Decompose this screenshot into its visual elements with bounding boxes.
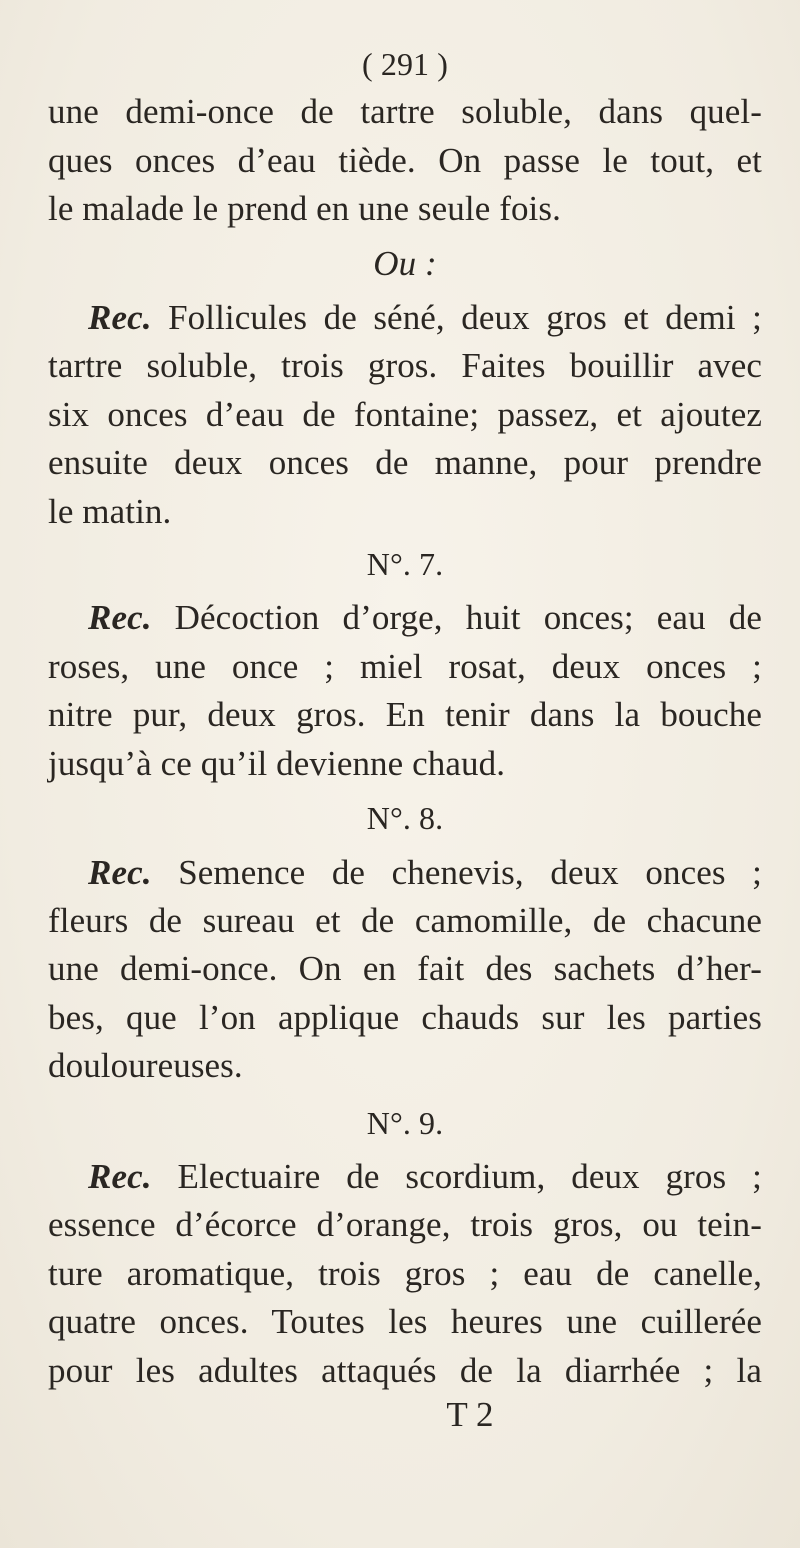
text-line: douloureuses. bbox=[48, 1046, 243, 1086]
text-line: six onces d’eau de fontaine; passez, et ajoutez bbox=[48, 394, 762, 434]
rec-label: Rec. bbox=[88, 1156, 152, 1196]
text-line: essence d’écorce d’orange, trois gros, ou tein- bbox=[48, 1205, 762, 1245]
text-line: le malade le prend en une seule fois. bbox=[48, 189, 561, 229]
text-line: fleurs de sureau et de camomille, de chacune bbox=[48, 900, 762, 940]
text-line: une demi-once. On en fait des sachets d’her- bbox=[48, 949, 762, 989]
rec7-first-line bbox=[48, 594, 762, 642]
text-line: bes, que l’on applique chauds sur les parties bbox=[48, 997, 762, 1037]
rec7-first-text: Décoction d’orge, huit onces; eau de bbox=[174, 598, 762, 638]
rec-label: Rec. bbox=[88, 298, 152, 338]
rec9-first-line bbox=[48, 1153, 762, 1201]
signature-mark: T 2 bbox=[446, 1394, 494, 1434]
section-number-8: N°. 8. bbox=[366, 800, 444, 837]
rec1-first-line bbox=[48, 294, 762, 342]
rec-label: Rec. bbox=[88, 598, 152, 638]
text-line: tartre soluble, trois gros. Faites bouillir avec bbox=[48, 346, 762, 386]
text-line: pour les adultes attaqués de la diarrhée ; la bbox=[48, 1350, 762, 1390]
text-line: ensuite deux onces de manne, pour prendre bbox=[48, 443, 762, 483]
page-header: ( 291 ) bbox=[361, 46, 448, 82]
text-line: ture aromatique, trois gros ; eau de canelle, bbox=[48, 1253, 762, 1293]
text-line: quatre onces. Toutes les heures une cuillerée bbox=[48, 1302, 762, 1342]
text-line: le matin. bbox=[48, 491, 172, 531]
rec9-first-text: Electuaire de scordium, deux gros ; bbox=[177, 1156, 762, 1196]
section-number-9: N°. 9. bbox=[366, 1104, 444, 1141]
rec-label: Rec. bbox=[88, 852, 152, 892]
text-line: jusqu’à ce qu’il devienne chaud. bbox=[48, 743, 506, 783]
rec1-first-text: Follicules de séné, deux gros et demi ; bbox=[168, 298, 763, 338]
text-line: une demi-once de tartre soluble, dans quel- bbox=[48, 92, 762, 132]
text-line: ques onces d’eau tiède. On passe le tout, et bbox=[48, 140, 762, 180]
page-text bbox=[48, 40, 762, 1439]
section-number-7: N°. 7. bbox=[366, 546, 444, 583]
text-line: roses, une once ; miel rosat, deux onces ; bbox=[48, 646, 762, 686]
rec8-first-line bbox=[48, 849, 762, 897]
text-line: nitre pur, deux gros. En tenir dans la bouche bbox=[48, 695, 762, 735]
ou-heading: Ou : bbox=[373, 243, 437, 283]
rec8-first-text: Semence de chenevis, deux onces ; bbox=[178, 852, 762, 892]
